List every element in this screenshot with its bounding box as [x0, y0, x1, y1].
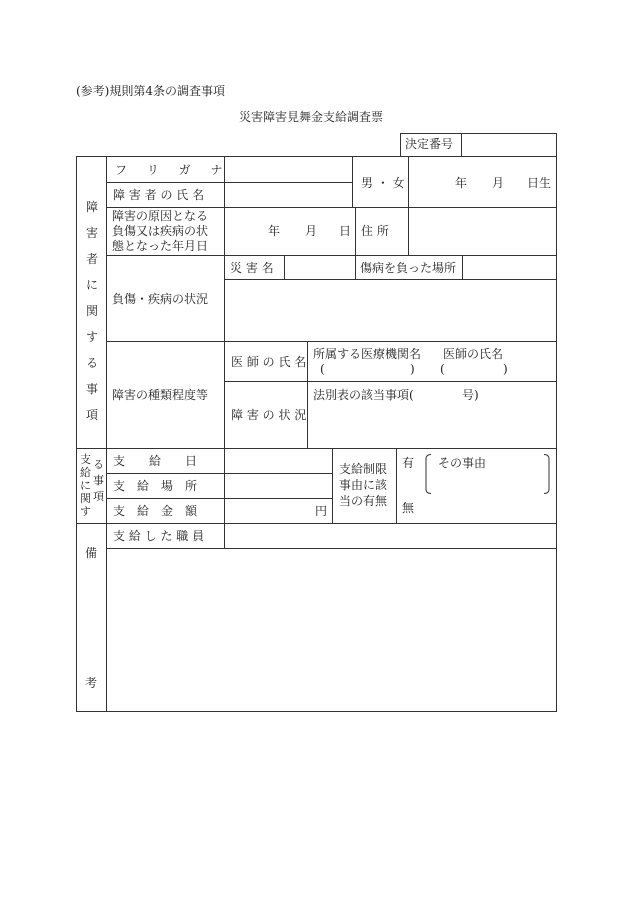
- decision-box-right: [556, 133, 557, 156]
- row-line-cause: [106, 255, 557, 256]
- disaster-value-right: [355, 255, 356, 279]
- payment-date-label: 支 給 日: [113, 454, 198, 468]
- side-column-line: [106, 156, 107, 712]
- staff-row-line: [106, 548, 557, 549]
- frame-top: [76, 156, 557, 157]
- row-line-doctor-left: [224, 381, 307, 382]
- disaster-name-label: 災 害 名: [230, 261, 274, 275]
- frame-left: [76, 156, 77, 712]
- restriction-label-line-3: 当の有無: [339, 494, 388, 508]
- label-col-line: [224, 156, 225, 448]
- restriction-no: 無: [402, 501, 415, 515]
- doctor-paren-open: (: [440, 362, 445, 376]
- frame-bottom: [76, 711, 557, 712]
- reason-bracket-left: [424, 454, 432, 494]
- gender-label: 男 ・ 女: [361, 176, 405, 190]
- remarks-side-bottom: 考: [85, 676, 98, 690]
- restriction-label-line-2: 事由に該: [339, 478, 388, 492]
- section-divider-payment: [76, 448, 557, 449]
- reason-label: その事由: [438, 456, 487, 470]
- cause-date-right: [355, 207, 356, 255]
- payment-amount-label: 支 給 金 額: [113, 504, 198, 518]
- cause-label-line-2: 負傷又は疾病の状: [112, 224, 209, 238]
- row-line-disaster: [224, 279, 557, 280]
- institution-paren-close: ): [410, 362, 415, 376]
- row-line-name: [106, 207, 557, 208]
- disability-status-label: 障 害 の 状 況: [231, 408, 307, 422]
- gender-col-left: [352, 156, 353, 207]
- decision-box-divider: [461, 133, 462, 156]
- cause-day: 日: [339, 224, 352, 238]
- law-table-suffix: 号): [462, 388, 479, 402]
- birth-year: 年: [455, 176, 468, 190]
- staff-label: 支 給 し た 職 員: [113, 529, 205, 543]
- law-table-prefix: 法別表の該当事項(: [313, 388, 414, 402]
- doctor-name-label: 医 師 の 氏 名: [231, 355, 307, 369]
- reason-bracket-right: [543, 454, 551, 494]
- frame-right: [556, 156, 557, 712]
- doctor-paren-close: ): [503, 362, 508, 376]
- payment-label-col: [224, 448, 225, 523]
- doctor-col-line: [307, 341, 308, 448]
- payment-side-right: る 事 項: [93, 458, 104, 503]
- injury-place-label: 傷病を負った場所: [360, 261, 457, 275]
- reference-note: (参考)規則第4条の調査事項: [76, 84, 225, 98]
- restriction-yes: 有: [402, 456, 415, 470]
- decision-box-left: [400, 133, 401, 156]
- remarks-side-top: 備: [85, 546, 98, 560]
- cause-month: 月: [305, 224, 318, 238]
- injury-status-label: 負傷・疾病の状況: [112, 292, 209, 306]
- form-title: 災害障害見舞金支給調査票: [239, 110, 384, 124]
- row-line-doctor: [307, 381, 557, 382]
- birth-month: 月: [492, 176, 505, 190]
- birth-day-suffix: 日生: [527, 176, 552, 190]
- payment-place-label: 支 給 場 所: [113, 479, 198, 493]
- decision-number-label: 決定番号: [405, 137, 454, 151]
- address-label-right: [408, 207, 409, 255]
- injury-place-label-right: [462, 255, 463, 279]
- disaster-label-right: [284, 255, 285, 279]
- decision-box-top: [400, 133, 556, 134]
- cause-label-line-1: 障害の原因となる: [112, 209, 209, 223]
- cause-year: 年: [268, 224, 281, 238]
- person-side-label: 障 害 者 に 関 す る 事 項: [85, 200, 98, 422]
- restriction-col: [396, 448, 397, 523]
- institution-paren-open: (: [320, 362, 325, 376]
- payment-side-left: 支 給 に 関 す: [80, 453, 91, 518]
- row-line-injury-status: [106, 341, 557, 342]
- staff-label-col: [224, 523, 225, 548]
- doctor-name-label-2: 医師の氏名: [443, 347, 504, 361]
- disability-type-label: 障害の種類程度等: [112, 388, 209, 402]
- yen-unit: 円: [315, 504, 328, 518]
- cause-label-line-3: 態となった年月日: [112, 239, 209, 253]
- gender-col-right: [408, 156, 409, 207]
- furigana-label: フ リ ガ ナ: [115, 163, 231, 177]
- payment-row-line-2: [106, 498, 332, 499]
- name-label: 障 害 者 の 氏 名: [113, 188, 205, 202]
- payment-value-col: [332, 448, 333, 523]
- section-divider-remarks: [76, 523, 557, 524]
- restriction-label-line-1: 支給制限: [339, 462, 388, 476]
- payment-row-line-1: [106, 473, 332, 474]
- address-label: 住 所: [361, 224, 389, 238]
- row-line-furigana: [106, 182, 352, 183]
- medical-institution-label: 所属する医療機関名: [313, 347, 422, 361]
